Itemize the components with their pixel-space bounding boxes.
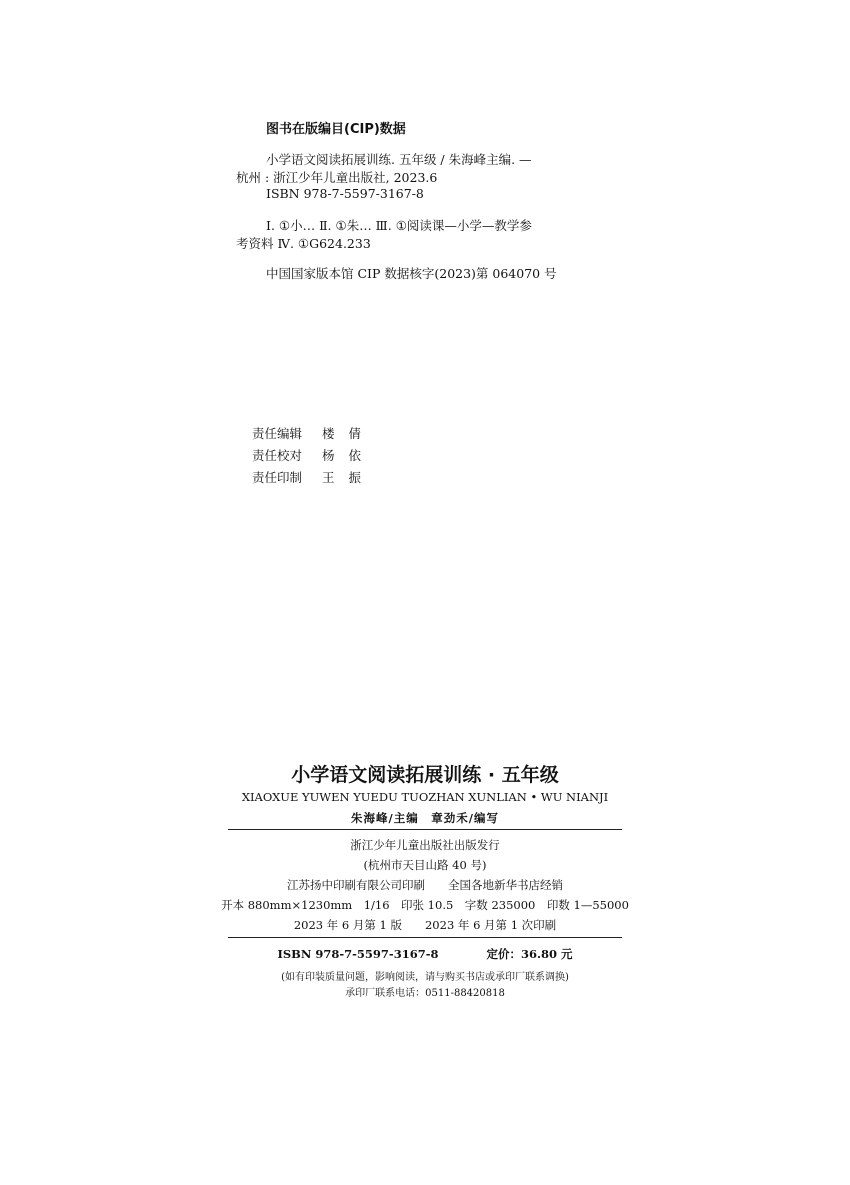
cip-heading: 图书在版编目(CIP)数据 (266, 122, 406, 137)
cip-line-5: 考资料 Ⅳ. ①G624.233 (236, 236, 371, 251)
staff-name: 楼倩 (322, 426, 376, 441)
staff-name: 王振 (322, 470, 376, 485)
staff-role: 责任印制 (252, 470, 303, 485)
book-title: 小学语文阅读拓展训练 · 五年级 (291, 764, 559, 786)
publisher-address: (杭州市天目山路 40 号) (363, 858, 487, 872)
quality-note: (如有印装质量问题，影响阅读，请与购买书店或承印厂联系调换) (281, 972, 569, 983)
staff-role: 责任编辑 (252, 426, 303, 441)
cip-line-1: 小学语文阅读拓展训练. 五年级 / 朱海峰主编. — (266, 152, 532, 167)
edition-info: 2023 年 6 月第 1 版 2023 年 6 月第 1 次印刷 (293, 918, 557, 932)
printer-contact: 承印厂联系电话：0511-88420818 (345, 988, 505, 999)
staff-name: 杨依 (322, 448, 376, 463)
isbn: ISBN 978-7-5597-3167-8 (277, 947, 439, 961)
cip-line-4: Ⅰ. ①小… Ⅱ. ①朱… Ⅲ. ①阅读课—小学—教学参 (266, 218, 532, 233)
cip-line-6: 中国国家版本馆 CIP 数据核字(2023)第 064070 号 (266, 266, 557, 281)
price: 定价：36.80 元 (486, 947, 573, 961)
cip-line-2: 杭州 : 浙江少年儿童出版社, 2023.6 (236, 170, 438, 185)
publisher: 浙江少年儿童出版社出版发行 (350, 838, 500, 852)
staff-row (252, 424, 375, 442)
book-title-pinyin: XIAOXUE YUWEN YUEDU TUOZHAN XUNLIAN • WU NIANJI (241, 790, 609, 804)
printer: 江苏扬中印刷有限公司印刷 全国各地新华书店经销 (287, 878, 563, 892)
editors: 朱海峰/主编 章劲禾/编写 (351, 811, 499, 825)
staff-row (252, 468, 375, 486)
print-specs: 开本 880mm×1230mm 1/16 印张 10.5 字数 235000 印数 1—55000 (221, 898, 629, 912)
staff-role: 责任校对 (252, 448, 303, 463)
staff-row (252, 446, 375, 464)
bottom-rule (228, 937, 622, 938)
top-rule (228, 829, 622, 830)
isbn-price-row (0, 946, 850, 962)
cip-line-3: ISBN 978-7-5597-3167-8 (266, 186, 424, 201)
